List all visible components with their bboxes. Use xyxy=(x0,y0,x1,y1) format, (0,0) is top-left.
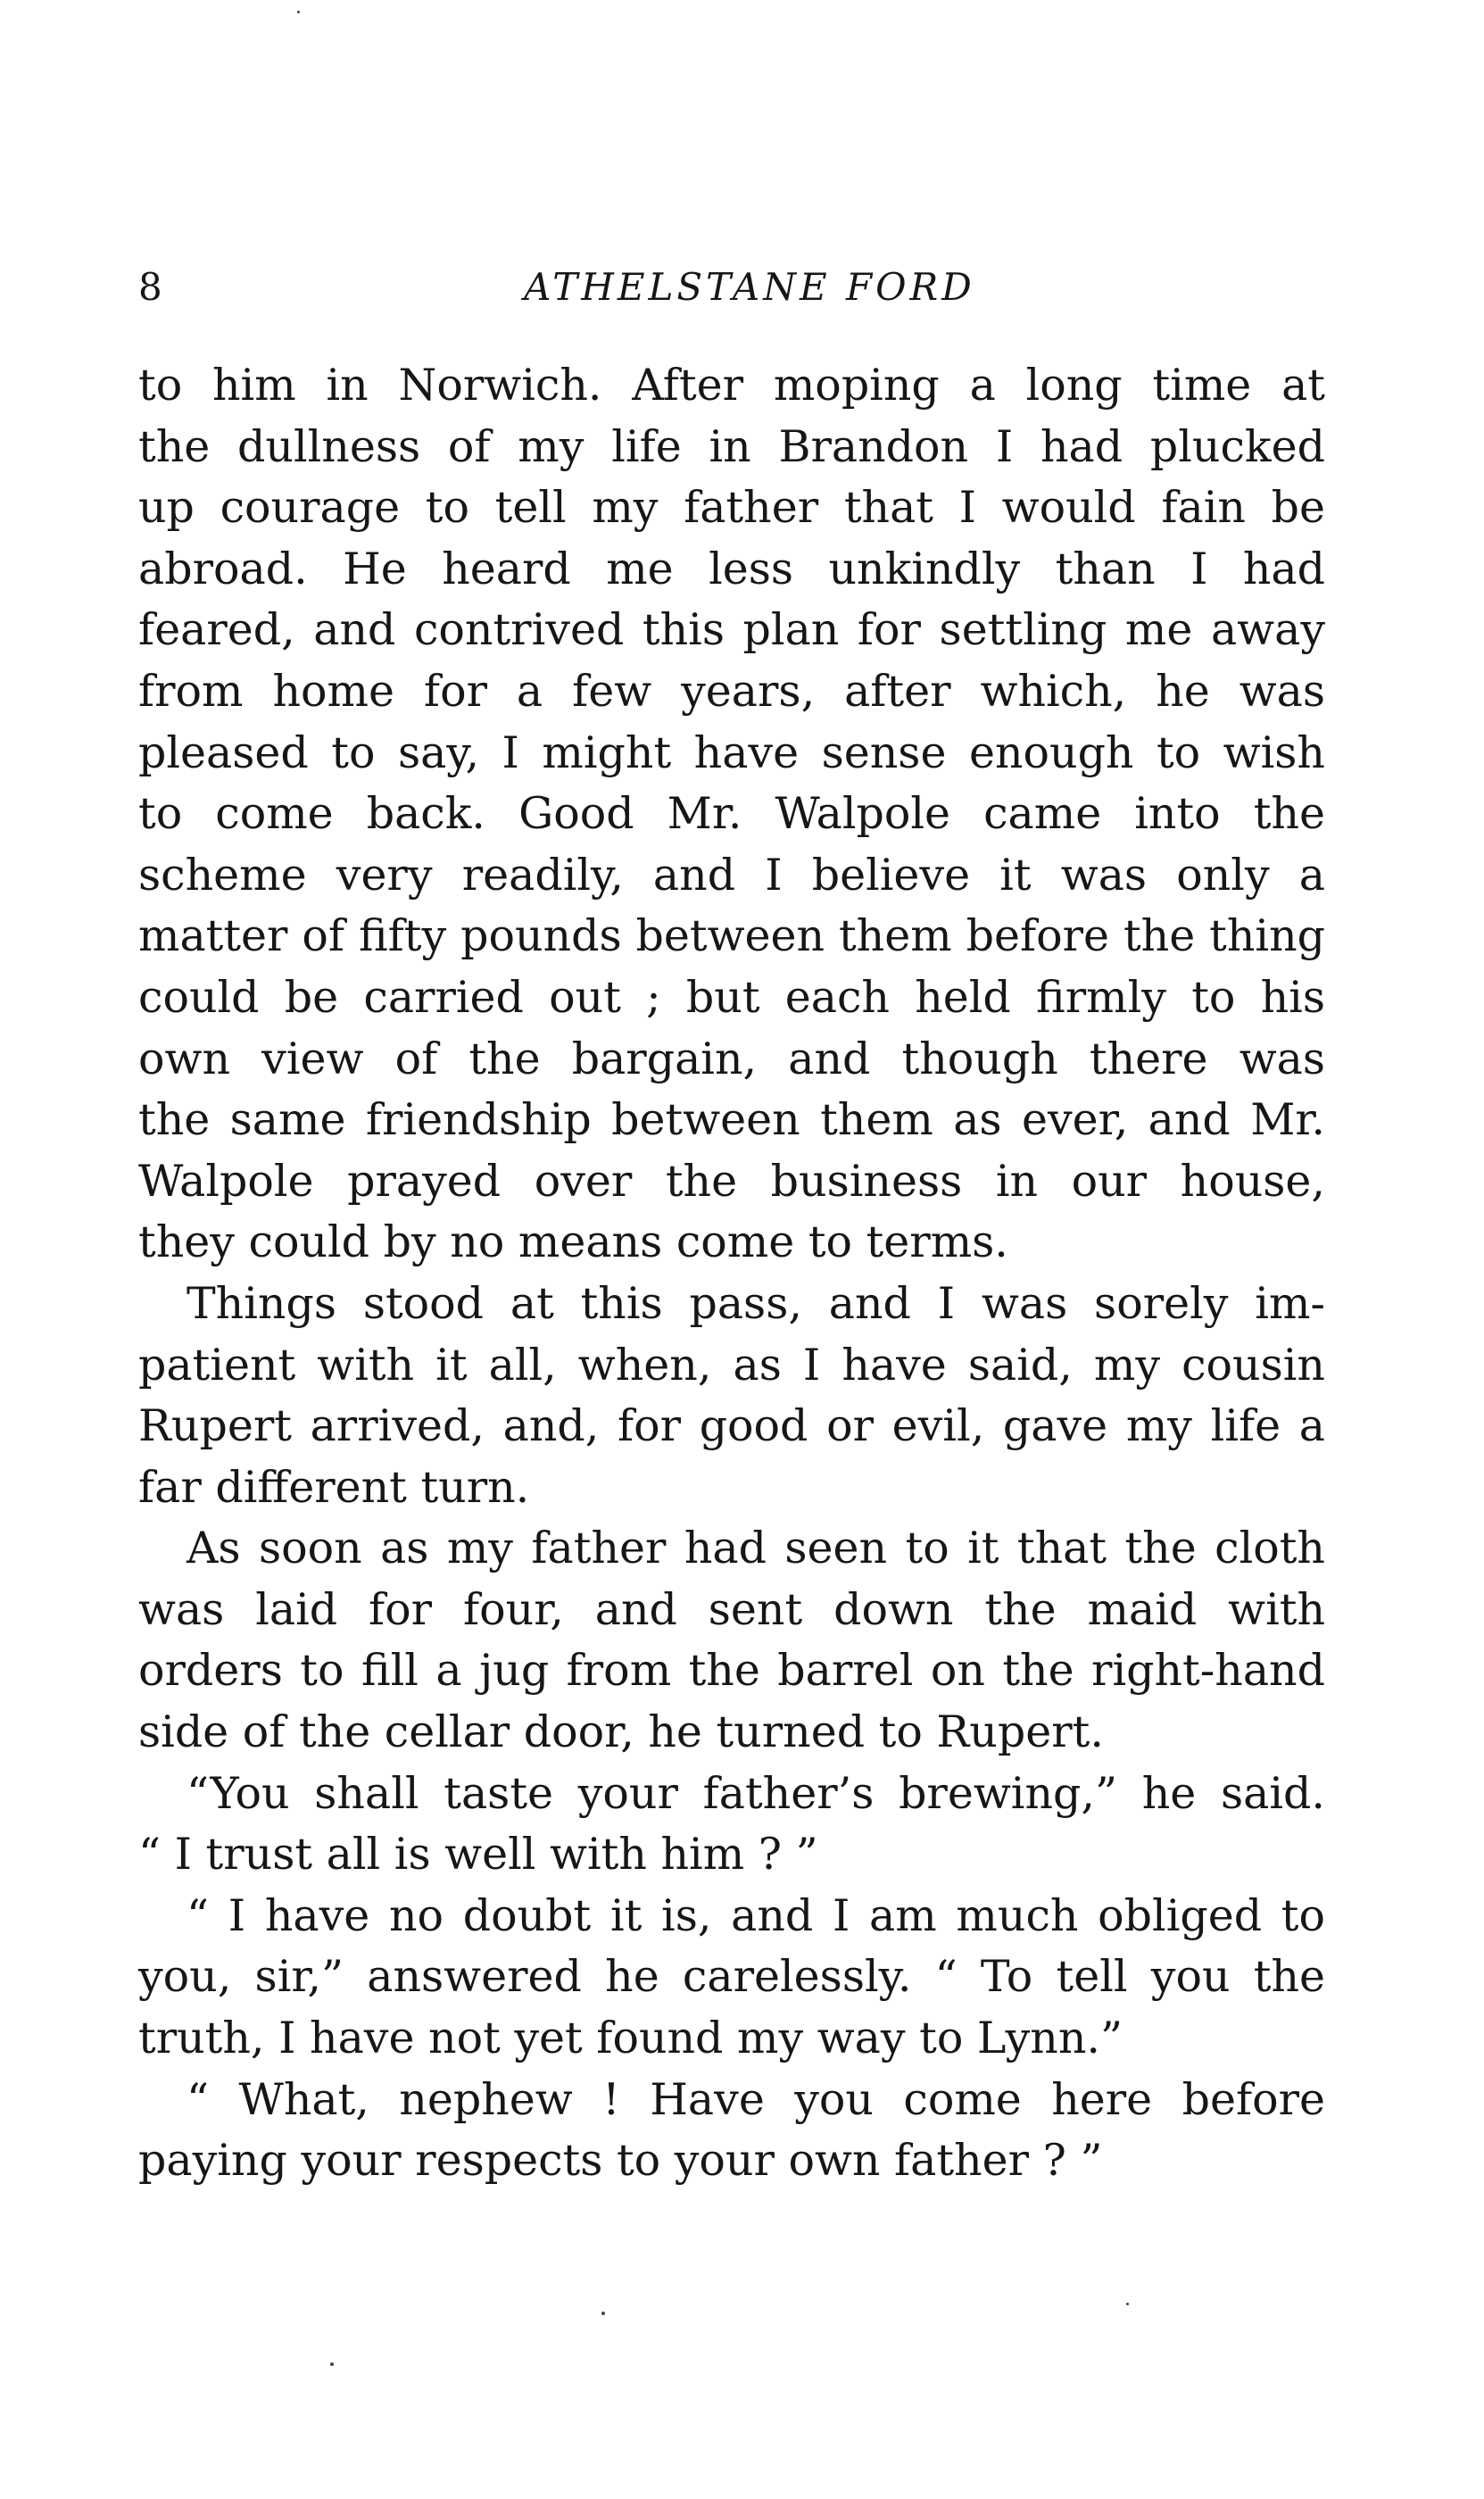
text-line: orders to fill a jug from the barrel on the right-hand xyxy=(138,1645,1325,1697)
text-line: the same friendship between them as ever, and Mr. xyxy=(138,1094,1325,1146)
page-number: 8 xyxy=(138,265,162,309)
text-line: paying your respects to your own father ? ” xyxy=(138,2135,1103,2187)
text-line: feared, and contrived this plan for settling me away xyxy=(138,604,1325,656)
body-text xyxy=(138,355,1325,2192)
text-line: “ I have no doubt it is, and I am much obliged to xyxy=(187,1889,1325,1941)
paper-speck xyxy=(330,2362,334,2366)
paper-speck xyxy=(601,2312,605,2315)
text-line: scheme very readily, and I believe it was only a xyxy=(138,849,1325,901)
running-title: ATHELSTANE FORD xyxy=(524,265,975,309)
text-line: from home for a few years, after which, he was xyxy=(138,665,1325,717)
text-line: Walpole prayed over the business in our house, xyxy=(138,1155,1325,1207)
text-line: could be carried out ; but each held firmly to his xyxy=(138,971,1325,1023)
text-line: you, sir,” answered he carelessly. “ To tell you the xyxy=(138,1951,1325,2003)
text-line: far different turn. xyxy=(138,1461,530,1513)
text-line: Things stood at this pass, and I was sorely im- xyxy=(187,1277,1325,1329)
page-header xyxy=(138,261,1325,314)
text-line: “You shall taste your father’s brewing,” he said. xyxy=(187,1767,1325,1819)
paper-speck xyxy=(297,11,300,13)
paper-speck xyxy=(1126,2303,1129,2305)
text-line: Rupert arrived, and, for good or evil, gave my life a xyxy=(138,1400,1325,1452)
text-line: the dullness of my life in Brandon I had plucked xyxy=(138,420,1325,472)
text-line: to him in Norwich. After moping a long time at xyxy=(138,360,1325,411)
text-line: abroad. He heard me less unkindly than I had xyxy=(138,543,1325,594)
text-line: they could by no means come to terms. xyxy=(138,1216,1008,1268)
text-line: truth, I have not yet found my way to Lynn.” xyxy=(138,2013,1123,2064)
text-line: As soon as my father had seen to it that the cloth xyxy=(187,1523,1325,1574)
text-line: matter of fifty pounds between them before the thing xyxy=(138,910,1325,962)
text-line: “ I trust all is well with him ? ” xyxy=(138,1829,818,1880)
text-line: pleased to say, I might have sense enough to wish xyxy=(138,726,1325,778)
text-line: “ What, nephew ! Have you come here before xyxy=(187,2073,1325,2125)
text-line: up courage to tell my father that I would fain be xyxy=(138,482,1325,534)
text-line: patient with it all, when, as I have said, my cousin xyxy=(138,1339,1325,1391)
text-line: was laid for four, and sent down the maid with xyxy=(138,1583,1325,1635)
text-line: own view of the bargain, and though there was xyxy=(138,1033,1325,1084)
text-line: side of the cellar door, he turned to Rupert. xyxy=(138,1706,1104,1758)
text-line: to come back. Good Mr. Walpole came into the xyxy=(138,788,1325,840)
